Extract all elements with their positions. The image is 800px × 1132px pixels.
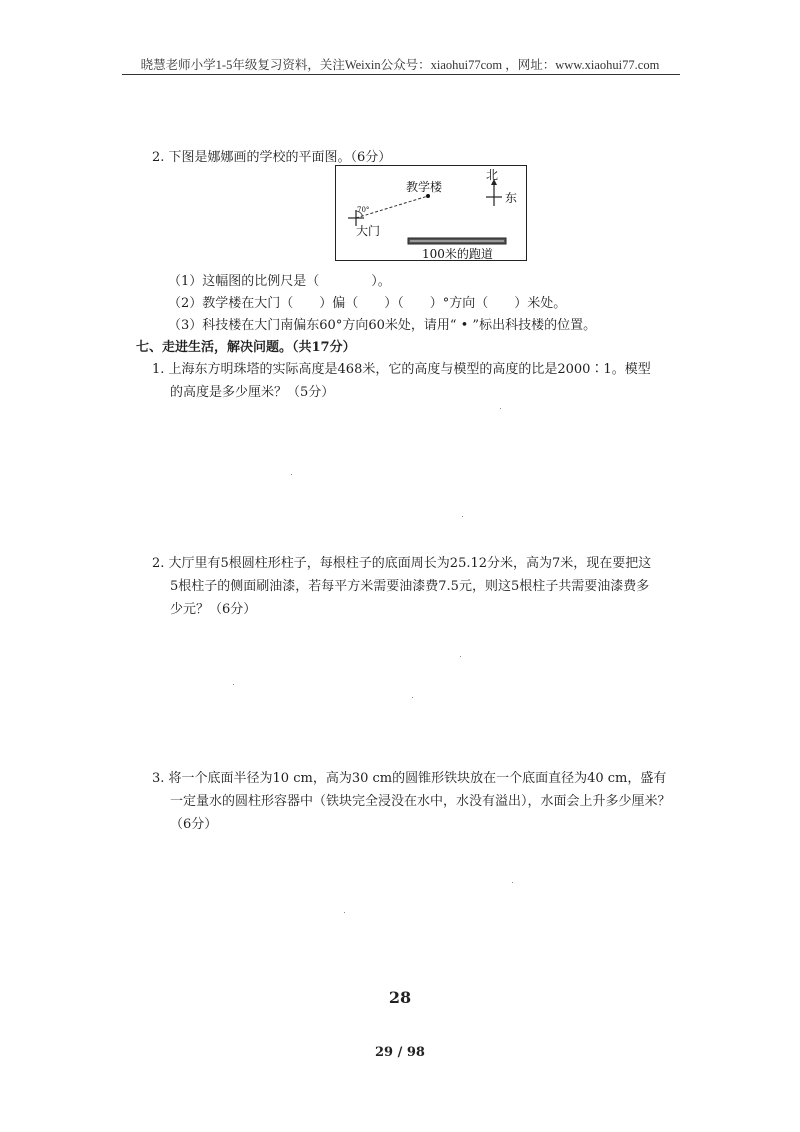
scan-speck — [291, 474, 292, 475]
scan-speck — [460, 656, 461, 657]
scan-speck — [462, 516, 463, 517]
page-count: 29 / 98 — [375, 1045, 425, 1060]
east-label: 东 — [505, 191, 518, 205]
problem-3-line-2: 一定量水的圆柱形容器中（铁块完全浸没在水中，水没有溢出），水面会上升多少厘米？ — [170, 794, 671, 809]
problem-2-line-1: 2. 大厅里有5根圆柱形柱子，每根柱子的底面周长为25.12分米，高为7米，现在要把这 — [152, 556, 652, 571]
section-7-title: 七、走进生活，解决问题。（共17分） — [136, 340, 356, 355]
scan-speck — [344, 912, 345, 913]
page-header: 晓慧老师小学1-5年级复习资料，关注Weixin公众号：xiaohui77com ，网址：www.xiaohui77.com — [140, 58, 660, 72]
page-number: 28 — [388, 988, 412, 1007]
scan-speck — [233, 684, 234, 685]
track-label: 100米的跑道 — [422, 247, 493, 261]
scan-speck — [512, 882, 513, 883]
angle-label: 70° — [357, 206, 370, 214]
school-plan-figure — [335, 165, 527, 261]
track-bar-inner — [410, 240, 504, 242]
question-2-part-2: （2）教学楼在大门（ ）偏（ ）（ ）°方向（ ）米处。 — [168, 296, 567, 311]
header-rule — [122, 74, 680, 75]
problem-3-line-3: （6分） — [170, 817, 218, 832]
problem-3-line-1: 3. 将一个底面半径为10 cm，高为30 cm的圆锥形铁块放在一个底面直径为40 cm，盛有 — [152, 771, 667, 786]
problem-2-line-3: 少元？（6分） — [170, 602, 257, 617]
scan-speck — [412, 697, 413, 698]
question-2-part-3: （3）科技楼在大门南偏东60°方向60米处，请用“ • ”标出科技楼的位置。 — [168, 318, 597, 333]
question-2-part-1: （1）这幅图的比例尺是（ ）。 — [168, 274, 391, 289]
north-label: 北 — [486, 168, 499, 182]
building-label: 教学楼 — [406, 180, 443, 194]
problem-2-line-2: 5根柱子的侧面刷油漆，若每平方米需要油漆费7.5元，则这5根柱子共需要油漆费多 — [170, 579, 650, 594]
scan-speck — [500, 408, 501, 409]
gate-label: 大门 — [356, 224, 381, 238]
question-2-title: 2. 下图是娜娜画的学校的平面图。（6分） — [152, 150, 392, 165]
problem-1-line-1: 1. 上海东方明珠塔的实际高度是468米，它的高度与模型的高度的比是2000∶1。模型 — [152, 362, 651, 377]
problem-1-line-2: 的高度是多少厘米？（5分） — [170, 385, 335, 400]
